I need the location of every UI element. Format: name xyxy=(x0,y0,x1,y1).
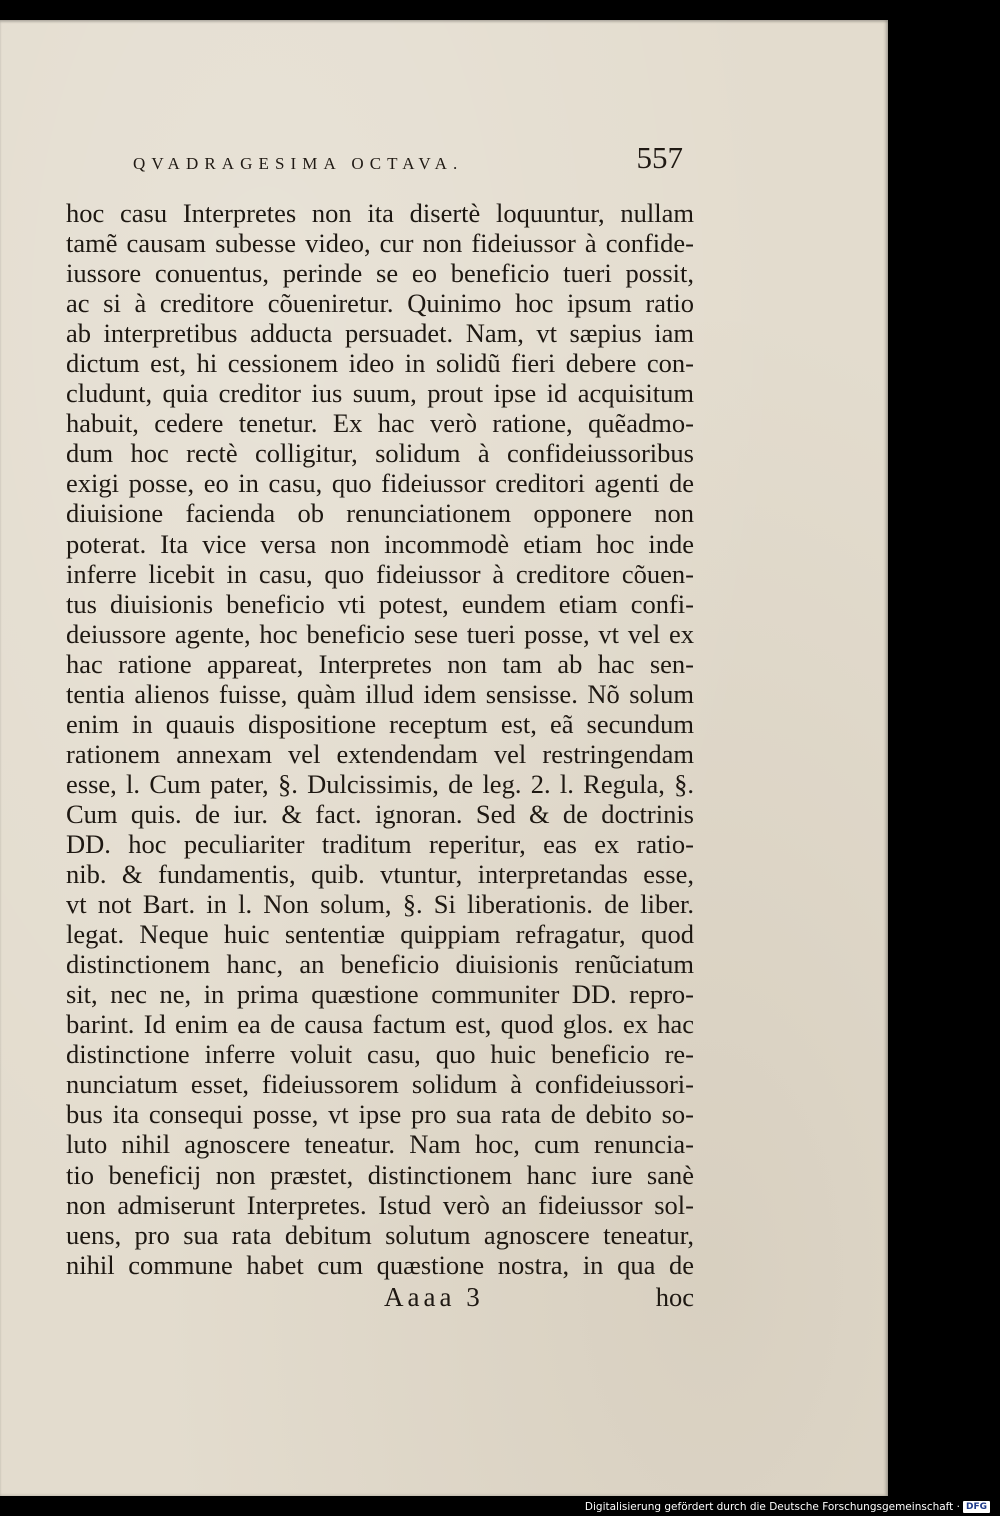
text-line: hac ratione appareat, Interpretes non tam ab hac sen- xyxy=(66,648,694,679)
page-footer xyxy=(66,1282,694,1316)
body-text xyxy=(66,198,694,1280)
dfg-logo: DFG xyxy=(963,1501,990,1513)
text-line: non admiserunt Interpretes. Istud verò an fideiussor sol- xyxy=(66,1189,694,1220)
text-line: ac si à creditore cõueniretur. Quinimo hoc ipsum ratio xyxy=(66,288,694,319)
text-line: sit, nec ne, in prima quæstione communiter DD. repro- xyxy=(66,979,694,1010)
text-line: legat. Neque huic sententiæ quippiam refragatur, quod xyxy=(66,919,694,950)
text-line: exigi posse, eo in casu, quo fideiussor creditori agenti de xyxy=(66,468,694,499)
text-line: habuit, cedere tenetur. Ex hac verò ratione, quẽadmo- xyxy=(66,408,694,439)
page-number: 557 xyxy=(636,140,683,175)
text-line: distinctionem hanc, an beneficio diuisionis renũciatum xyxy=(66,949,694,980)
text-line: diuisione facienda ob renunciationem opponere non xyxy=(66,498,694,529)
text-line: tentia alienos fuisse, quàm illud idem sensisse. Nõ solum xyxy=(66,678,694,709)
text-line: poterat. Ita vice versa non incommodè etiam hoc inde xyxy=(66,528,694,559)
credit-text: Digitalisierung gefördert durch die Deutsche Forschungsgemeinschaft · xyxy=(584,1501,960,1513)
text-line: tamẽ causam subesse video, cur non fideiussor à confide- xyxy=(66,228,694,259)
running-head: QVADRAGESIMA OCTAVA. xyxy=(133,154,464,173)
text-line: bus ita consequi posse, vt ipse pro sua rata de debito so- xyxy=(66,1099,694,1130)
text-line: esse, l. Cum pater, §. Dulcissimis, de leg. 2. l. Regula, §. xyxy=(66,768,694,799)
text-line: luto nihil agnoscere teneatur. Nam hoc, cum renuncia- xyxy=(66,1129,694,1160)
text-line: barint. Id enim ea de causa factum est, quod glos. ex hac xyxy=(66,1009,694,1040)
page-header xyxy=(133,140,689,184)
text-line: tio beneficij non præstet, distinctionem hanc iure sanè xyxy=(66,1159,694,1190)
text-line: rationem annexam vel extendendam vel restringendam xyxy=(66,738,694,769)
text-line: inferre licebit in casu, quo fideiussor à creditore cõuen- xyxy=(66,558,694,589)
text-line: nihil commune habet cum quæstione nostra, in qua de xyxy=(66,1249,694,1280)
text-line: deiussore agente, hoc beneficio sese tueri posse, vt vel ex xyxy=(66,618,694,649)
text-line: DD. hoc peculiariter traditum reperitur, eas ex ratio- xyxy=(66,828,694,859)
catchword: hoc xyxy=(655,1282,694,1312)
text-line: distinctione inferre voluit casu, quo huic beneficio re- xyxy=(66,1039,694,1070)
text-line: cludunt, quia creditor ius suum, prout ipse id acquisitum xyxy=(66,378,694,409)
text-line: iussore conuentus, perinde se eo beneficio tueri possit, xyxy=(66,258,694,289)
text-line: nib. & fundamentis, quib. vtuntur, interpretandas esse, xyxy=(66,859,694,890)
text-line: dictum est, hi cessionem ideo in solidũ fieri debere con- xyxy=(66,348,694,379)
text-line: Cum quis. de iur. & fact. ignoran. Sed & de doctrinis xyxy=(66,798,694,829)
text-line: vt not Bart. in l. Non solum, §. Si liberationis. de liber. xyxy=(66,889,694,920)
text-line: tus diuisionis beneficio vti potest, eundem etiam confi- xyxy=(66,588,694,619)
text-line: hoc casu Interpretes non ita disertè loquuntur, nullam xyxy=(66,198,694,228)
book-page xyxy=(0,20,888,1496)
text-line: ab interpretibus adducta persuadet. Nam, vt sæpius iam xyxy=(66,318,694,349)
text-line: uens, pro sua rata debitum solutum agnoscere teneatur, xyxy=(66,1219,694,1250)
text-line: nunciatum esset, fideiussorem solidum à confideiussori- xyxy=(66,1069,694,1100)
text-line: enim in quauis dispositione receptum est, eã secundum xyxy=(66,708,694,739)
signature-mark: Aaaa 3 xyxy=(384,1282,484,1312)
digitization-credit xyxy=(585,1500,990,1514)
text-line: dum hoc rectè colligitur, solidum à confideiussoribus xyxy=(66,438,694,469)
